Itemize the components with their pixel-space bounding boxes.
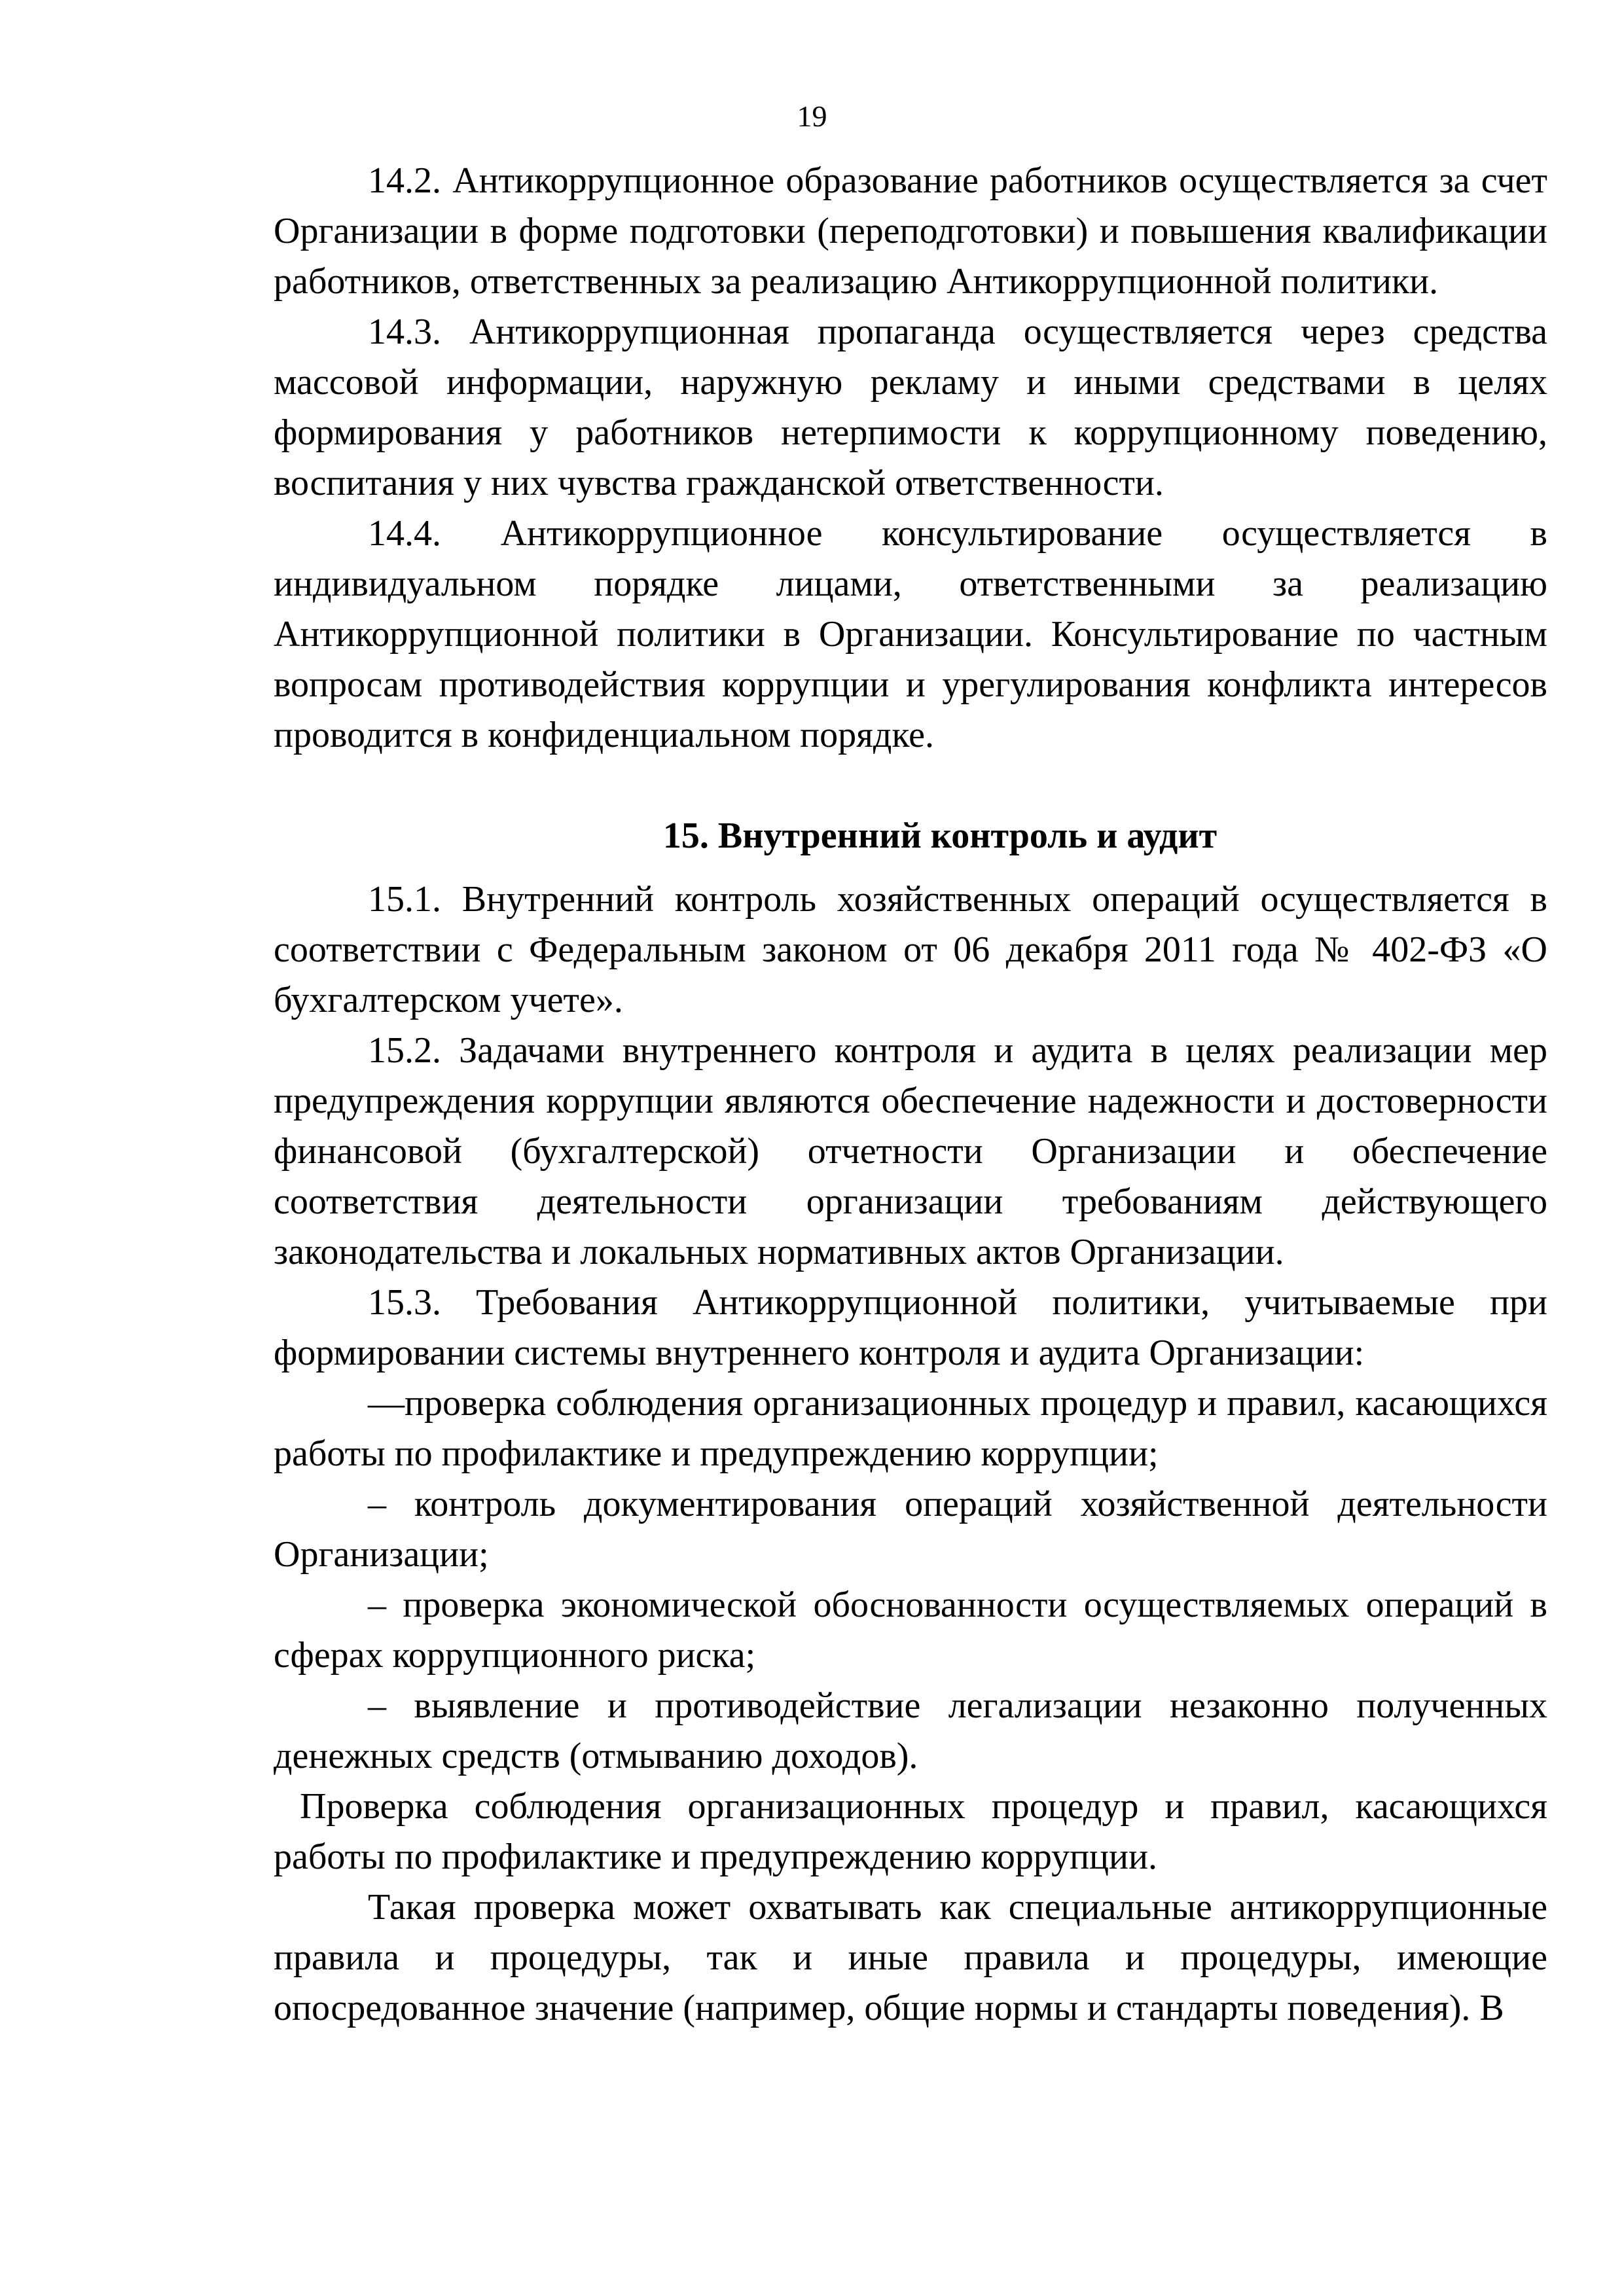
- page-number: 19: [797, 99, 827, 133]
- paragraph-14-2: 14.2. Антикоррупционное образование работников осуществляется за счет Организации в форме подготовки (переподготовки) и повышения квалификации работников, ответственных за реализацию Антикоррупционной политики.: [274, 160, 1547, 302]
- list-item-economic-check: – проверка экономической обоснованности осуществляемых операций в сферах коррупционного риска;: [274, 1585, 1547, 1676]
- paragraph-15-3: 15.3. Требования Антикоррупционной политики, учитываемые при формировании системы внутреннего контроля и аудита Организации:: [274, 1282, 1547, 1373]
- document-body: [274, 156, 1557, 2034]
- list-item-money-laundering: – выявление и противодействие легализации незаконно полученных денежных средств (отмыванию доходов).: [274, 1685, 1547, 1776]
- list-item-check-procedures: ―проверка соблюдения организационных процедур и правил, касающихся работы по профилактике и предупреждению коррупции;: [274, 1383, 1547, 1474]
- paragraph-14-3: 14.3. Антикоррупционная пропаганда осуществляется через средства массовой информации, наружную рекламу и иными средствами в целях формирования у работников нетерпимости к коррупционному поведению, воспитания у них чувства гражданской ответственности.: [274, 312, 1547, 503]
- section-15-heading: 15. Внутренний контроль и аудит: [662, 816, 1218, 856]
- spacer: [274, 761, 1547, 787]
- paragraph-check-scope: Такая проверка может охватывать как специальные антикоррупционные правила и процедуры, так и иные правила и процедуры, имеющие опосредованное значение (например, общие нормы и стандарты поведения). В: [274, 1887, 1547, 2028]
- paragraph-procedure-check: Проверка соблюдения организационных процедур и правил, касающихся работы по профилактике и предупреждению коррупции.: [274, 1786, 1557, 1877]
- paragraph-14-4: 14.4. Антикоррупционное консультирование осуществляется в индивидуальном порядке лицами, ответственными за реализацию Антикоррупционной политики в Организации. Консультирование по частным вопросам противодействия коррупции и урегулирования конфликта интересов проводится в конфиденциальном порядке.: [274, 513, 1547, 755]
- paragraph-15-2: 15.2. Задачами внутреннего контроля и аудита в целях реализации мер предупреждения коррупции являются обеспечение надежности и достоверности финансовой (бухгалтерской) отчетности Организации и обеспечение соответствия деятельности организации требованиям действующего законодательства и локальных нормативных актов Организации.: [274, 1030, 1547, 1272]
- list-item-documentation-control: – контроль документирования операций хозяйственной деятельности Организации;: [274, 1484, 1547, 1575]
- paragraph-15-1: 15.1. Внутренний контроль хозяйственных операций осуществляется в соответствии с Федеральным законом от 06 декабря 2011 года № 402-ФЗ «О бухгалтерском учете».: [274, 879, 1547, 1020]
